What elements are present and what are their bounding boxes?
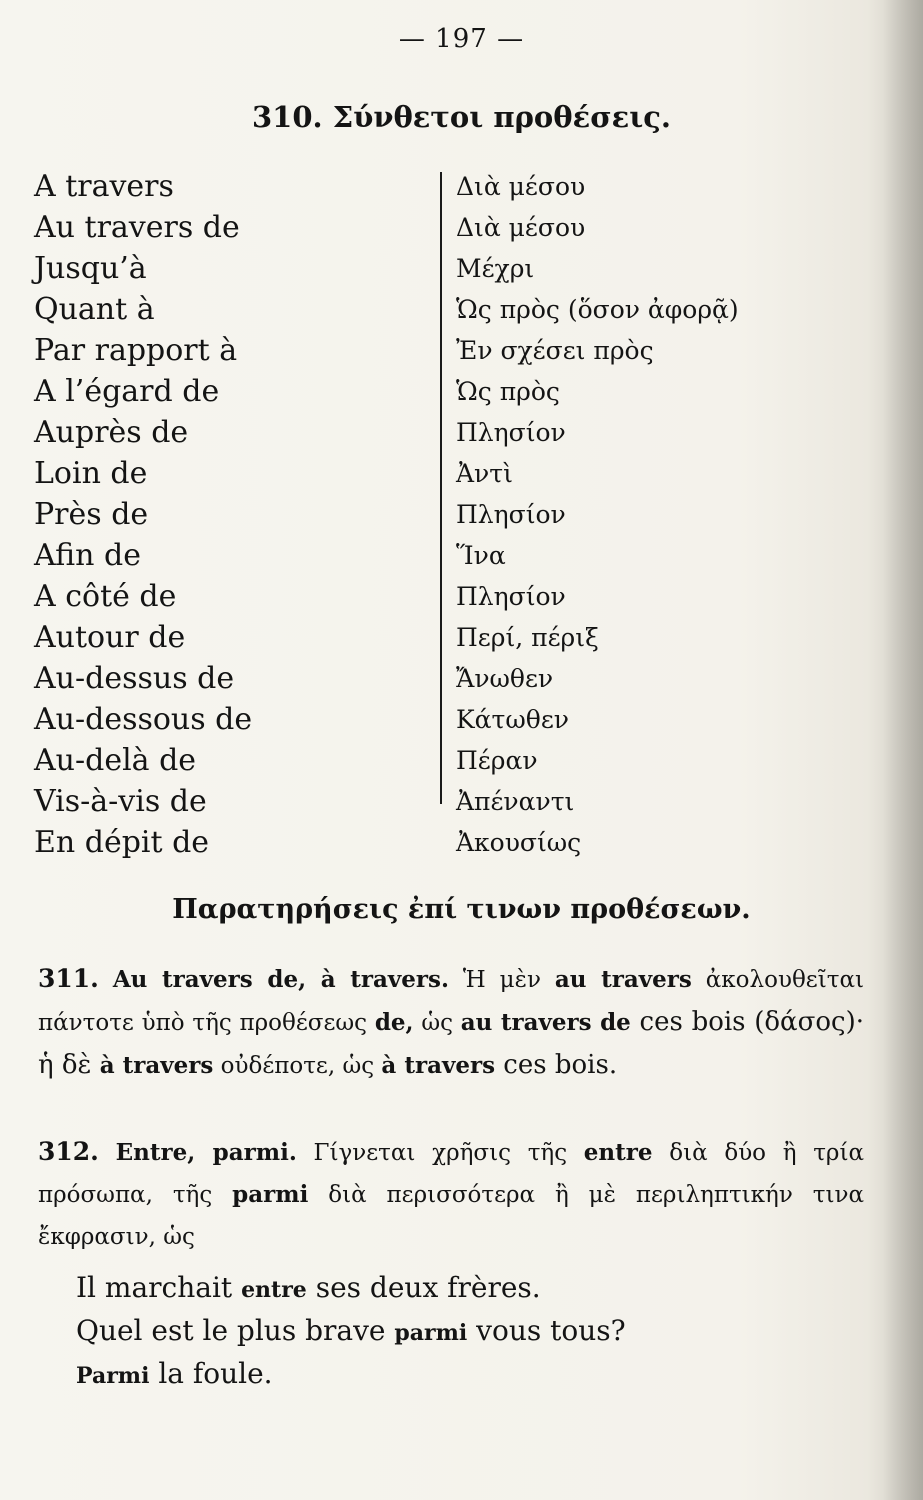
example-text: la foule. <box>149 1357 273 1390</box>
french-term: Jusqu’à <box>34 251 147 286</box>
greek-term: Κάτωθεν <box>456 705 569 734</box>
paragraph-text: οὐδέποτε, ὡς <box>213 1053 382 1079</box>
greek-term: Πλησίον <box>456 500 566 529</box>
greek-term: Ἵνα <box>456 541 506 570</box>
french-term: Par rapport à <box>34 333 238 368</box>
greek-term: Πλησίον <box>456 418 566 447</box>
bold-term: entre <box>241 1277 307 1303</box>
paragraph-text: Ἡ μὲν <box>448 967 555 993</box>
example-text: Quel est le plus brave <box>76 1314 395 1347</box>
bold-term: à travers <box>99 1052 214 1079</box>
paragraph-text: ces bois (δάσος)· ἡ δὲ <box>38 1007 864 1080</box>
bold-term: Parmi <box>76 1363 150 1389</box>
french-term: Au-delà de <box>34 743 197 778</box>
section-title: 310. Σύνθετοι προθέσεις. <box>251 100 672 134</box>
paragraph-heading: Entre, parmi. <box>115 1139 297 1166</box>
paragraph-number: 312. <box>38 1137 99 1166</box>
greek-term: Πλησίον <box>456 582 566 611</box>
bold-term: parmi <box>232 1181 309 1208</box>
example-sentence <box>76 1309 876 1352</box>
french-term: Afin de <box>34 538 141 573</box>
greek-term: Ἐν σχέσει πρὸς <box>456 336 654 365</box>
example-sentence <box>76 1352 876 1395</box>
french-term: En dépit de <box>34 825 210 860</box>
greek-term: Ἄνωθεν <box>456 664 554 693</box>
french-column <box>34 166 434 863</box>
greek-term: Μέχρι <box>456 254 535 283</box>
example-sentence <box>76 1266 876 1309</box>
paragraph-text: διὰ δύο ἢ τρία πρόσωπα, τῆς <box>38 1140 865 1208</box>
french-term: Près de <box>34 497 149 532</box>
greek-term: Ἀντὶ <box>456 459 513 488</box>
paragraph-312 <box>38 1131 864 1258</box>
example-text: vous tous? <box>467 1314 626 1347</box>
french-term: Au travers de <box>34 210 240 245</box>
paragraph-text: ὡς <box>413 1010 461 1036</box>
example-text: ses deux frères. <box>306 1271 541 1304</box>
french-term: Auprès de <box>34 415 189 450</box>
bold-term: à travers <box>381 1052 496 1079</box>
example-text: Il marchait <box>76 1271 242 1304</box>
bold-term: entre <box>583 1139 653 1166</box>
greek-column <box>456 166 876 863</box>
bold-term: au travers de <box>460 1009 631 1036</box>
greek-term: Διὰ μέσου <box>456 213 586 242</box>
subheading: Παρατηρήσεις ἐπί τινων προθέσεων. <box>172 894 751 925</box>
greek-term: Ὡς πρὸς (ὅσον ἀφορᾷ) <box>456 295 739 324</box>
greek-term: Διὰ μέσου <box>456 172 586 201</box>
french-term: A travers <box>34 169 174 204</box>
page-edge-shadow <box>883 0 923 1500</box>
paragraph-text: διὰ περισσότερα ἢ μὲ περιληπτικήν τινα ἔκφρασιν, ὡς <box>38 1182 864 1250</box>
bold-term: de, <box>374 1009 414 1036</box>
greek-term: Πέραν <box>456 746 538 775</box>
column-divider <box>440 172 442 804</box>
paragraph-text: ces bois. <box>495 1050 618 1080</box>
french-term: Au-dessus de <box>34 661 235 696</box>
french-term: A côté de <box>34 579 177 614</box>
french-term: Quant à <box>34 292 155 327</box>
greek-term: Περί, πέριξ <box>456 623 599 652</box>
bold-term: au travers <box>554 966 692 993</box>
greek-term: Ὡς πρὸς <box>456 377 560 406</box>
paragraph-text: ἀκολουθεῖται πάντοτε ὑπὸ τῆς προθέσεως <box>38 967 864 1036</box>
french-term: Vis-à-vis de <box>34 784 207 819</box>
bold-term: parmi <box>394 1320 468 1346</box>
paragraph-311 <box>38 958 864 1087</box>
french-term: A l’égard de <box>34 374 220 409</box>
french-term: Autour de <box>34 620 186 655</box>
french-term: Loin de <box>34 456 148 491</box>
french-term: Au-dessous de <box>34 702 253 737</box>
page-number: — 197 — <box>398 24 525 54</box>
greek-term: Ἀπέναντι <box>456 787 575 816</box>
paragraph-heading: Au travers de, à travers. <box>112 966 449 993</box>
examples <box>76 1266 876 1395</box>
greek-term: Ἀκουσίως <box>456 828 582 857</box>
paragraph-text: Γίγνεται χρῆσις τῆς <box>296 1140 584 1166</box>
paragraph-number: 311. <box>38 964 99 993</box>
